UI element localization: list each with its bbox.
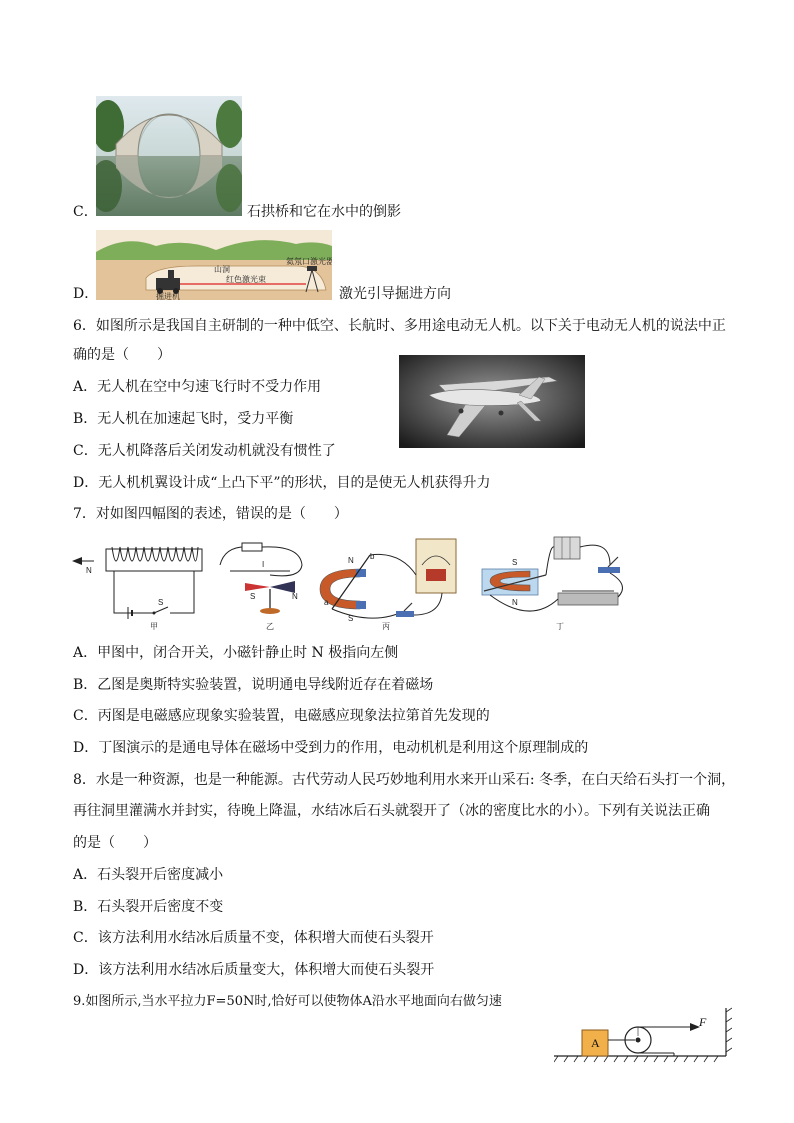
q8-stem-line1: 8．水是一种资源，也是一种能源。古代劳动人民巧妙地利用水来开山采石: 冬季，在白天给石头打一个洞，: [73, 772, 736, 788]
ding-n-label: N: [512, 598, 518, 607]
rod-a-label: a: [324, 598, 329, 607]
q8-option-b: B．石头裂开后密度不变: [73, 899, 224, 915]
figure-jia: [72, 547, 202, 631]
q8-stem-line2: 再往洞里灌满水并封实，待晚上降温，水结冰后石头就裂开了（冰的密度比水的小）。下列有关说法正确: [73, 803, 710, 819]
current-i-label: I: [262, 560, 265, 569]
drone-photo: [399, 355, 585, 448]
switch-s-label: S: [158, 598, 164, 607]
option-c-text: 石拱桥和它在水中的倒影: [247, 204, 401, 220]
rod-b-label: b: [370, 552, 375, 561]
option-d-letter: D．: [73, 286, 99, 302]
block-a-label: A: [591, 1036, 600, 1050]
q6-stem-line2: 确的是（ ）: [73, 347, 171, 363]
compass-n-label: N: [86, 566, 92, 575]
q7-option-a: A．甲图中，闭合开关，小磁针静止时 N 极指向左侧: [73, 645, 399, 661]
figure-ding: [482, 537, 623, 631]
figure-bing: [320, 539, 456, 631]
laser-tunnel-diagram: [96, 230, 332, 300]
q7-option-c: C．丙图是电磁感应现象实验装置，电磁感应现象法拉第首先发现的: [73, 708, 490, 724]
q6-option-a: A．无人机在空中匀速飞行时不受力作用: [73, 379, 322, 395]
q6-stem-line1: 6．如图所示是我国自主研制的一种中低空、长航时、多用途电动无人机。以下关于电动无人机的说法中正: [73, 318, 726, 334]
magnet-s-label: S: [348, 614, 354, 623]
q8-option-c: C．该方法利用水结冰后质量不变，体积增大而使石头裂开: [73, 930, 434, 946]
q7-option-d: D．丁图演示的是通电导体在磁场中受到力的作用，电动机机是利用这个原理制成的: [73, 740, 589, 756]
q8-stem-line3: 的是（ ）: [73, 835, 157, 851]
option-c-letter: C．: [73, 204, 98, 220]
label-bing: 丙: [382, 622, 390, 631]
q7-stem: 7．对如图四幅图的表述，错误的是（ ）: [73, 506, 348, 522]
q7-option-b: B．乙图是奥斯特实验装置，说明通电导线附近存在着磁场: [73, 677, 434, 693]
machine-label: 掘进机: [156, 292, 180, 300]
q6-option-d: D．无人机机翼设计成“上凸下平”的形状，目的是使无人机获得升力: [73, 475, 491, 491]
q7-figures: [70, 535, 630, 635]
beam-label: 红色激光束: [226, 275, 266, 284]
q8-option-d: D．该方法利用水结冰后质量变大，体积增大而使石头裂开: [73, 962, 435, 978]
label-ding: 丁: [556, 622, 564, 631]
q9-stem: 9.如图所示,当水平拉力F=50N时,恰好可以使物体A沿水平地面向右做匀速: [73, 994, 502, 1009]
option-d-text: 激光引导掘进方向: [339, 286, 451, 302]
laser-label: 氦氖口激光器: [286, 257, 332, 266]
needle-s-label: S: [250, 592, 256, 601]
q6-option-c: C．无人机降落后关闭发动机就没有惯性了: [73, 443, 336, 459]
label-yi: 乙: [266, 622, 274, 631]
pulley-diagram: [554, 1006, 732, 1064]
figure-yi: [220, 543, 302, 631]
ding-s-label: S: [512, 558, 518, 567]
arch-bridge-photo: [96, 96, 242, 216]
label-jia: 甲: [150, 622, 158, 631]
force-f-label: F: [699, 1015, 707, 1029]
needle-n-label: N: [292, 592, 298, 601]
q8-option-a: A．石头裂开后密度减小: [73, 867, 224, 883]
magnet-n-label: N: [348, 556, 354, 565]
q6-option-b: B．无人机在加速起飞时，受力平衡: [73, 411, 294, 427]
tunnel-label: 山洞: [214, 265, 230, 274]
